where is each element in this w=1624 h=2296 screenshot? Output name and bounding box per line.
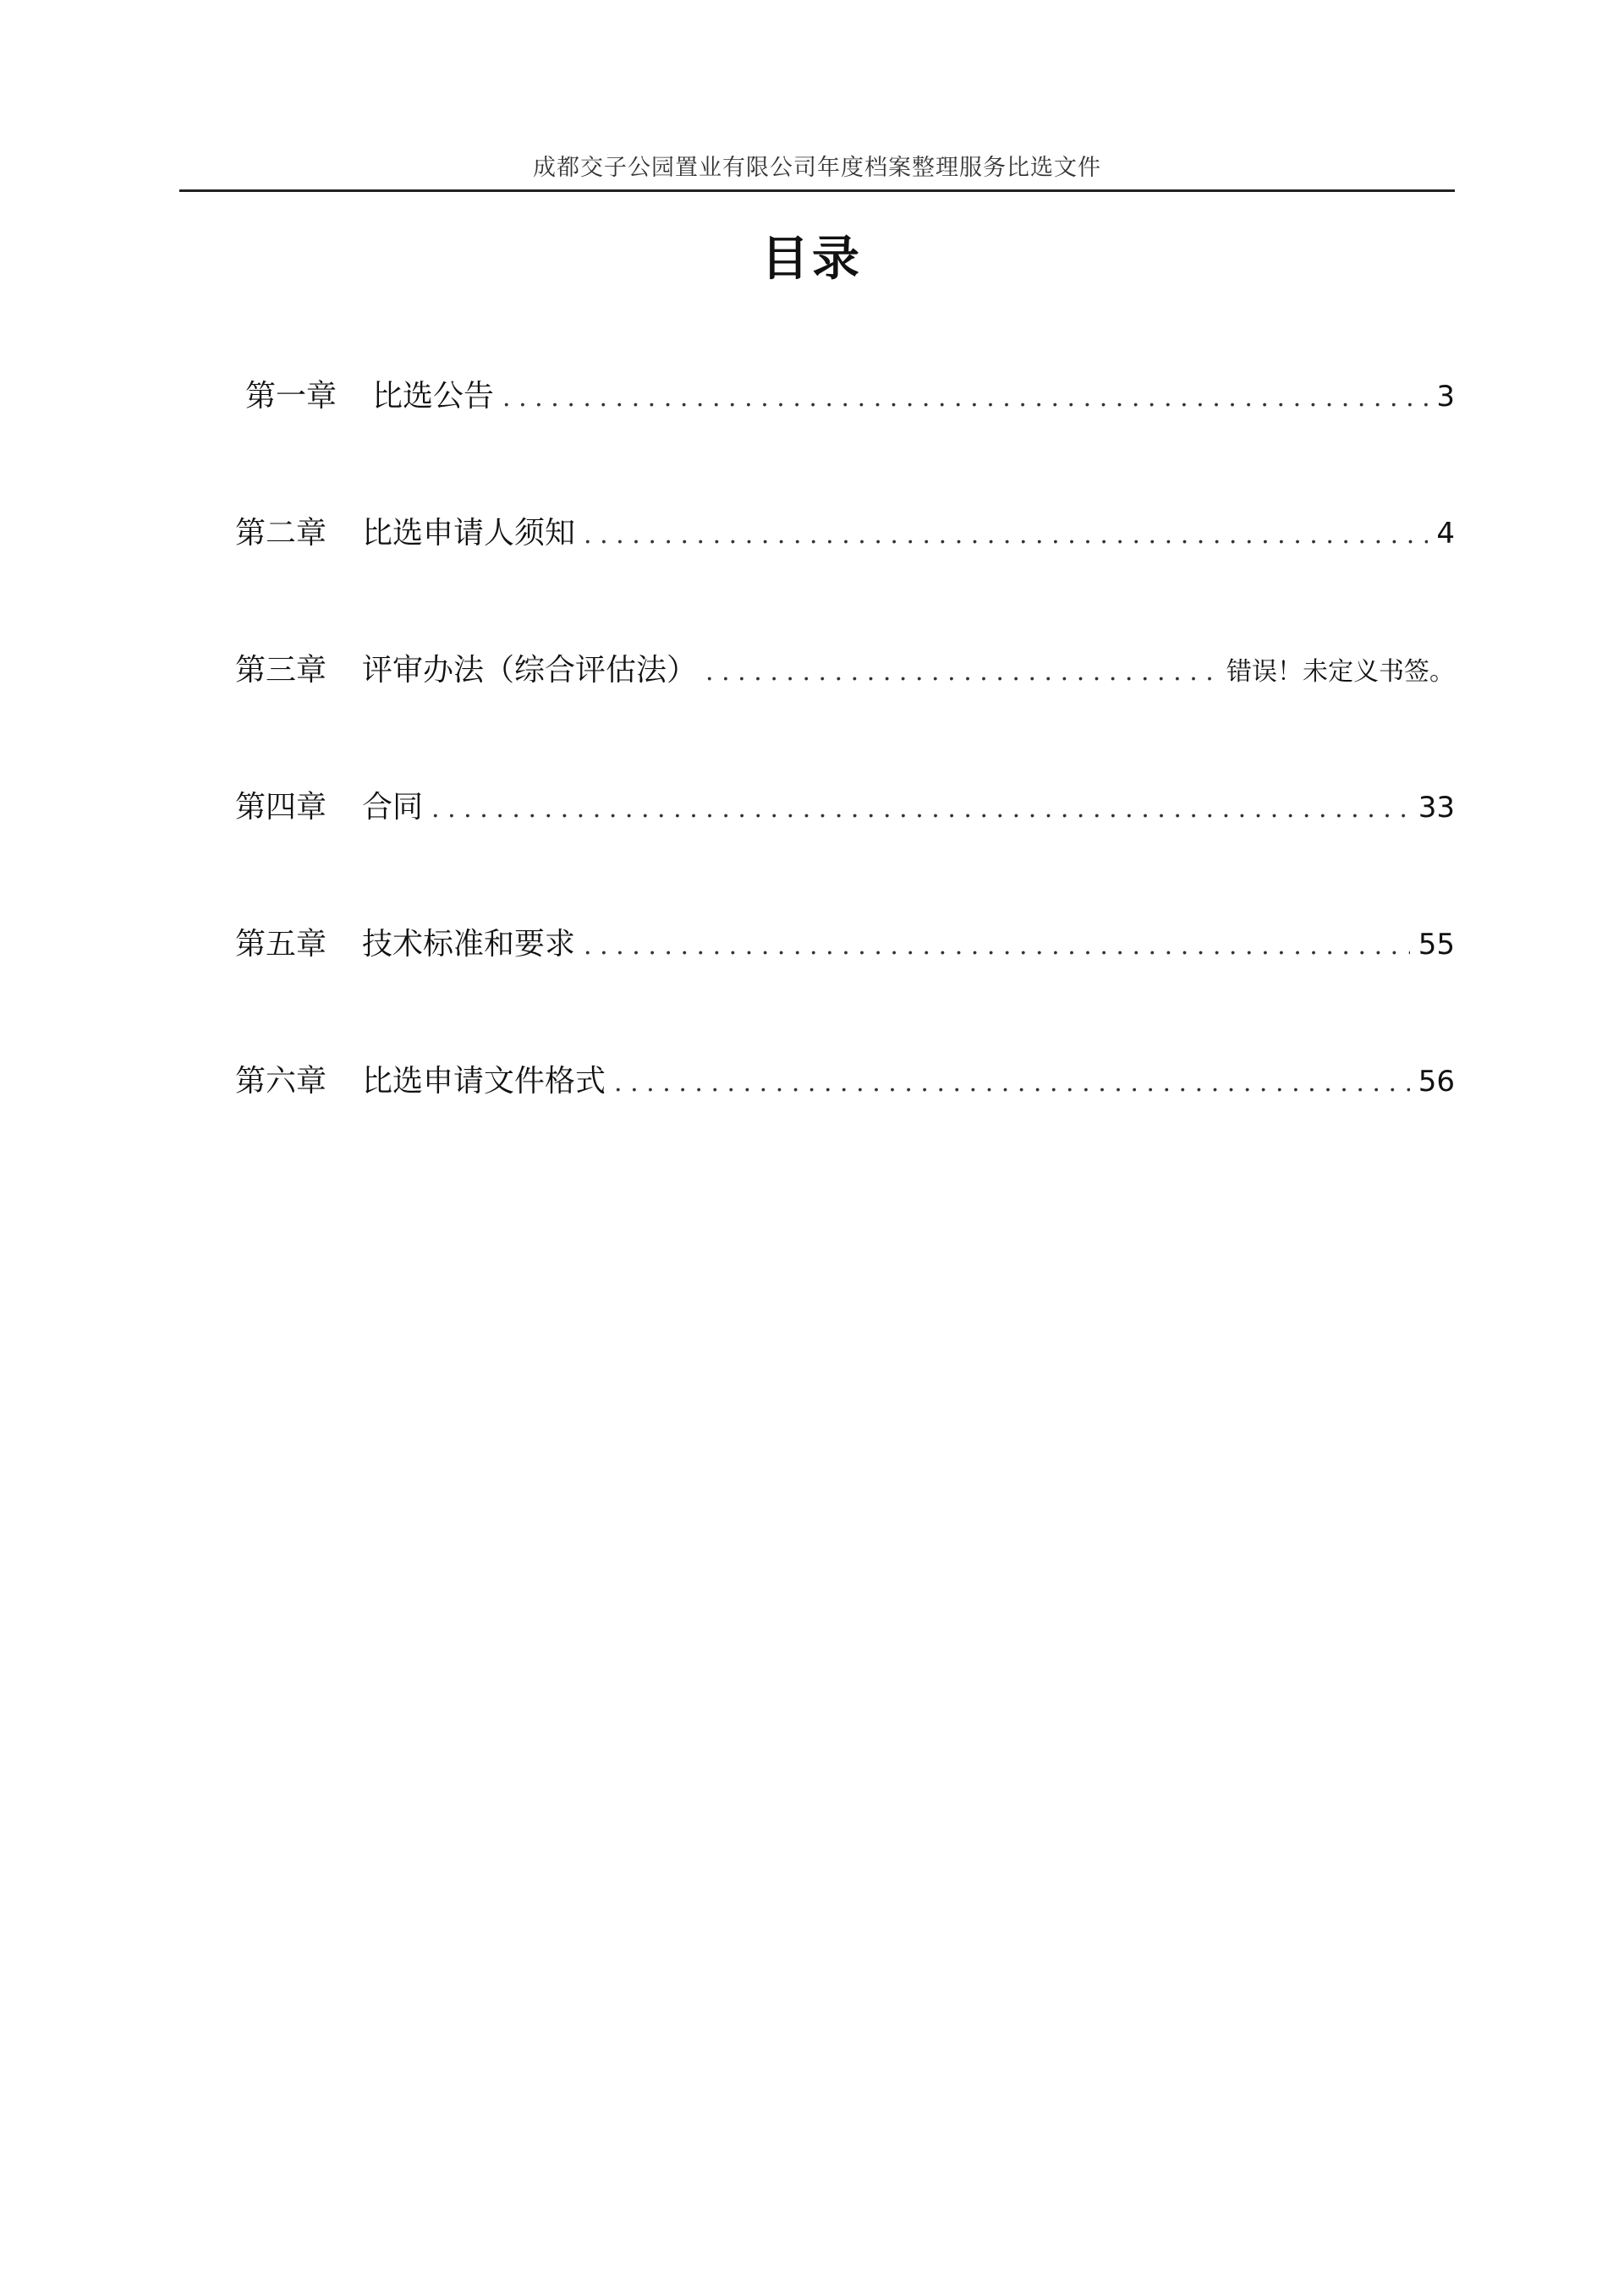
toc-page-number: 56 [1418, 1065, 1455, 1099]
toc-chapter-number: 第六章 [235, 1064, 327, 1099]
toc-chapter-number: 第二章 [235, 516, 327, 551]
toc-dot-leader [502, 383, 1428, 413]
toc-entry-chapter-2[interactable] [235, 509, 1455, 555]
toc-chapter-title: 评审办法（综合评估法） [362, 653, 698, 688]
toc-chapter-title: 技术标准和要求 [362, 927, 576, 962]
toc-dot-leader [584, 931, 1410, 961]
running-header: 成都交子公园置业有限公司年度档案整理服务比选文件 [533, 155, 1101, 181]
toc-dot-leader [705, 657, 1218, 687]
toc-chapter-number: 第五章 [235, 927, 327, 962]
toc-entry-chapter-5[interactable] [235, 920, 1455, 966]
toc-entry-chapter-3[interactable] [235, 646, 1455, 692]
toc-chapter-title: 比选公告 [372, 379, 495, 414]
toc-dot-leader [614, 1068, 1410, 1098]
toc-entry-chapter-4[interactable] [235, 783, 1455, 829]
toc-chapter-title: 合同 [362, 790, 424, 825]
toc-chapter-number: 第三章 [235, 653, 327, 688]
toc-chapter-number: 第一章 [245, 379, 337, 414]
toc-chapter-title: 比选申请人须知 [362, 516, 576, 551]
toc-chapter-number: 第四章 [235, 790, 327, 825]
header-rule [179, 189, 1455, 192]
toc-page-number: 4 [1436, 517, 1455, 551]
toc-dot-leader [431, 794, 1410, 824]
toc-page-number: 错误！未定义书签。 [1226, 657, 1455, 687]
toc-entry-chapter-6[interactable] [235, 1057, 1455, 1103]
toc-entry-chapter-1[interactable] [245, 372, 1455, 418]
toc-dot-leader [584, 520, 1428, 550]
toc-page-number: 3 [1436, 380, 1455, 414]
toc-page-number: 33 [1418, 791, 1455, 825]
toc-chapter-title: 比选申请文件格式 [362, 1064, 606, 1099]
toc-page-number: 55 [1418, 928, 1455, 962]
toc-title: 目录 [761, 232, 863, 287]
